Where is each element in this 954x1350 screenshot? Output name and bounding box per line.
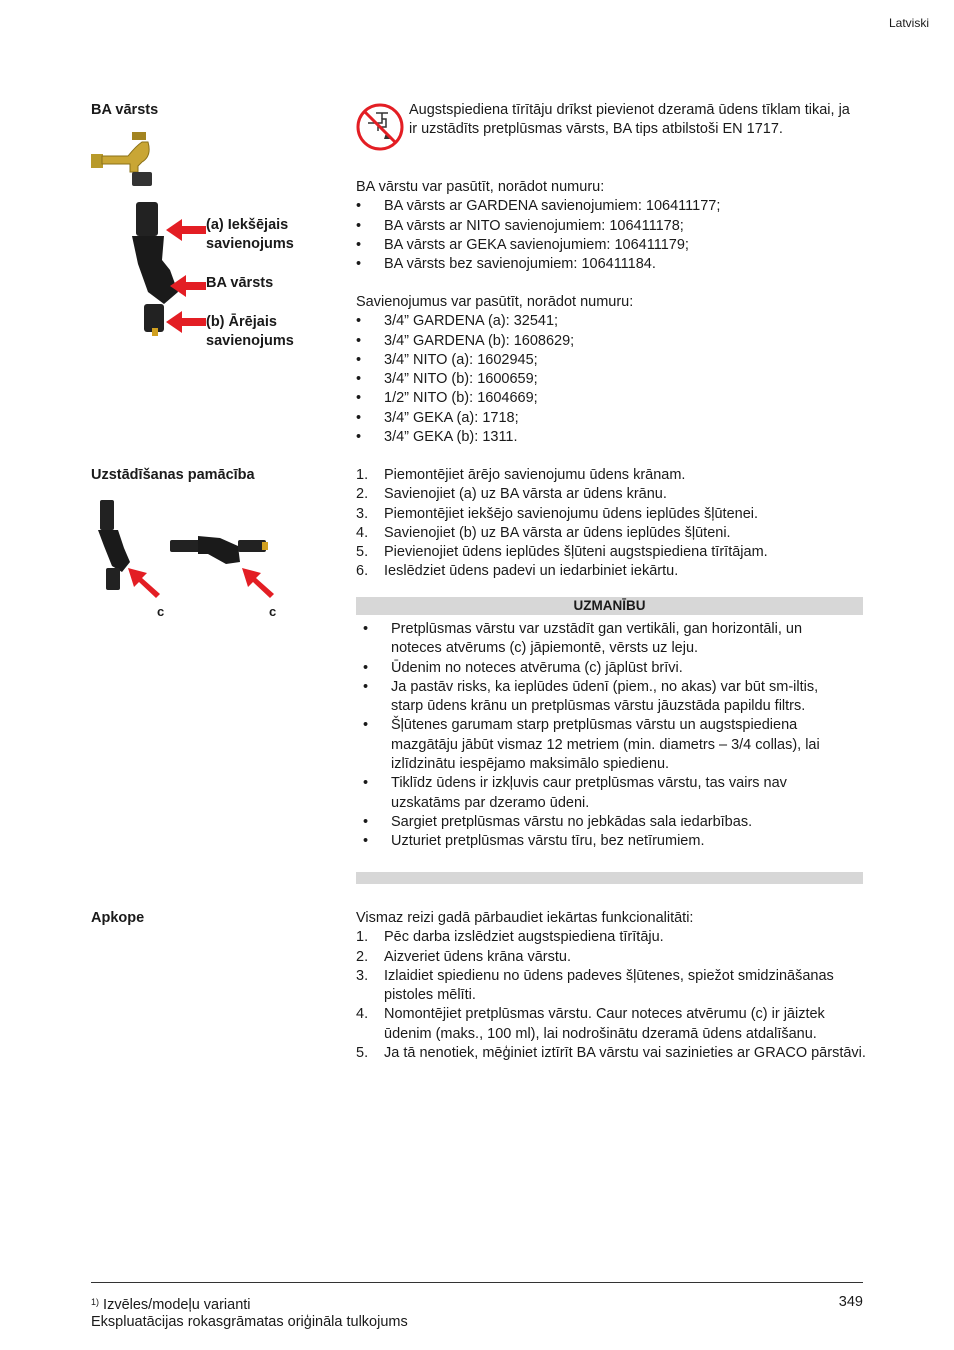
list-item: 2. Aizveriet ūdens krāna vārstu.: [356, 948, 571, 965]
order-intro: BA vārstu var pasūtīt, norādot numuru:: [356, 179, 605, 195]
arrow-icon: [242, 568, 274, 598]
order-block: [356, 178, 866, 274]
list-item: 2. Savienojiet (a) uz BA vārsta ar ūdens krānu.: [356, 486, 667, 503]
list-item: • Šļūtenes garumam starp pretplūsmas vārstu un augstspiediena mazgātāju jābūt vismaz 12 metriem (min. diametrs – 3/4 collas), lai izlīdzinātu iespējamo maksimālo spiedienu.: [363, 716, 853, 774]
figure-label-valve: BA vārsts: [206, 275, 274, 291]
footer-subtitle: Ekspluatācijas rokasgrāmatas oriģināla tulkojums: [91, 1314, 408, 1330]
figure-label-outlet: (b) Ārējais savienojums: [206, 314, 294, 350]
installation-list: [356, 466, 866, 582]
language-label: Latviski: [888, 16, 929, 30]
footnote: $^{1)}$ Izvēles/modeļu varianti: [91, 1297, 251, 1313]
tap-thread: [91, 154, 103, 168]
page-number: 349: [838, 1294, 863, 1310]
vertical-valve-body: [98, 530, 130, 572]
list-item: • 1/2” NITO (b): 1604669;: [356, 389, 866, 408]
list-item: • 3/4” NITO (a): 1602945;: [356, 351, 866, 370]
list-item: 5. Ja tā nenotiek, mēģiniet iztīrīt BA vārstu vai sazinieties ar GRACO pārstāvi.: [356, 1045, 866, 1062]
list-item: • Uzturiet pretplūsmas vārstu tīru, bez netīrumiem.: [363, 832, 853, 851]
tap-body: [102, 142, 149, 172]
list-item: 3. Piemontējiet iekšējo savienojumu ūdens ieplūdes šļūtenei.: [356, 505, 759, 522]
tap-outlet-connector: [132, 172, 152, 186]
section-heading-ba-valve: BA vārsts: [91, 102, 159, 118]
figure-label-drain-right: c: [269, 604, 277, 619]
horizontal-valve-inlet: [170, 540, 200, 552]
list-item: • BA vārsts ar NITO savienojumiem: 106411178;: [356, 217, 866, 236]
list-item: • Tiklīdz ūdens ir izkļuvis caur pretplūsmas vārstu, tas vairs nav uzskatāms par dzeramo ūdeni.: [363, 774, 853, 813]
ba-valve-figure: [86, 132, 210, 350]
horizontal-valve-accent: [262, 542, 268, 550]
section-heading-maintenance: Apkope: [91, 910, 145, 926]
valve-body: [132, 236, 178, 304]
caution-footer-bar: [356, 872, 863, 884]
vertical-valve-inlet: [100, 500, 114, 530]
figure-label-drain-left: c: [157, 604, 165, 619]
list-item: • BA vārsts bez savienojumiem: 106411184.: [356, 255, 866, 274]
list-item: 1. Pēc darba izslēdziet augstspiediena tīrītāju.: [356, 929, 664, 946]
caution-block: [363, 620, 853, 852]
list-item: • 3/4” GEKA (a): 1718;: [356, 409, 866, 428]
maintenance-block: [356, 909, 866, 1063]
horizontal-valve-body: [198, 536, 240, 564]
no-drinking-water-icon: [356, 101, 404, 153]
list-item: 6. Ieslēdziet ūdens padevi un iedarbiniet iekārtu.: [356, 563, 679, 580]
arrow-icon: [166, 311, 206, 333]
installation-figure: [90, 496, 300, 600]
list-item: • 3/4” GARDENA (a): 32541;: [356, 312, 866, 331]
arrow-icon: [128, 568, 160, 598]
arrow-icon: [166, 219, 206, 241]
list-item: • 3/4” GEKA (b): 1311.: [356, 428, 866, 447]
order-list: [356, 197, 866, 274]
connectors-list: [356, 312, 866, 447]
maintenance-intro: Vismaz reizi gadā pārbaudiet iekārtas funkcionalitāti:: [356, 910, 694, 926]
figure-label-inlet: (a) Iekšējais savienojums: [206, 217, 294, 253]
horizontal-valve-outlet: [238, 540, 266, 552]
maintenance-list: [356, 928, 866, 1063]
tap-handle: [132, 132, 146, 140]
caution-heading: UZMANĪBU: [356, 597, 863, 615]
installation-steps: [356, 466, 866, 582]
list-item: 4. Nomontējiet pretplūsmas vārstu. Caur noteces atvērumu (c) ir jāiztek ūdenim (maks., 100 ml), lai nodrošinātu dzeramā ūdens atdalīšanu.: [356, 1006, 825, 1042]
list-item: • Ūdenim no noteces atvēruma (c) jāplūst brīvi.: [363, 659, 853, 678]
list-item: • BA vārsts ar GEKA savienojumiem: 106411179;: [356, 236, 866, 255]
section-heading-installation: Uzstādīšanas pamācība: [91, 467, 255, 483]
outlet-accent: [152, 328, 158, 336]
warning-text: Augstspiediena tīrītāju drīkst pievienot dzeramā ūdens tīklam tikai, ja ir uzstādīts pretplūsmas vārsts, BA tips atbilstoši EN 1717.: [409, 102, 850, 138]
list-item: • 3/4” NITO (b): 1600659;: [356, 370, 866, 389]
connectors-intro: Savienojumus var pasūtīt, norādot numuru:: [356, 294, 634, 310]
vertical-valve-outlet: [106, 568, 120, 590]
list-item: 4. Savienojiet (b) uz BA vārsta ar ūdens ieplūdes šļūteni.: [356, 524, 731, 541]
caution-list: [363, 620, 853, 852]
list-item: 3. Izlaidiet spiedienu no ūdens padeves šļūtenes, spiežot smidzināšanas pistoles mēlīti.: [356, 967, 834, 1004]
list-item: • 3/4” GARDENA (b): 1608629;: [356, 332, 866, 351]
list-item: 1. Piemontējiet ārējo savienojumu ūdens krānam.: [356, 467, 686, 483]
footer-divider: [91, 1282, 863, 1283]
inlet-connector: [136, 202, 158, 236]
list-item: • BA vārsts ar GARDENA savienojumiem: 106411177;: [356, 197, 866, 216]
list-item: • Pretplūsmas vārstu var uzstādīt gan vertikāli, gan horizontāli, un noteces atvērums (c) jāpiemontē, vērsts uz leju.: [363, 620, 853, 659]
outlet-connector: [144, 304, 164, 332]
list-item: • Ja pastāv risks, ka ieplūdes ūdenī (piem., no akas) var būt sm-iltis, starp ūdens krānu un pretplūsmas vārstu jāuzstāda papildu filtrs.: [363, 678, 853, 717]
list-item: • Sargiet pretplūsmas vārstu no jebkādas sala iedarbības.: [363, 813, 853, 832]
connectors-block: [356, 293, 866, 447]
list-item: 5. Pievienojiet ūdens ieplūdes šļūteni augstspiediena tīrītājam.: [356, 544, 768, 561]
